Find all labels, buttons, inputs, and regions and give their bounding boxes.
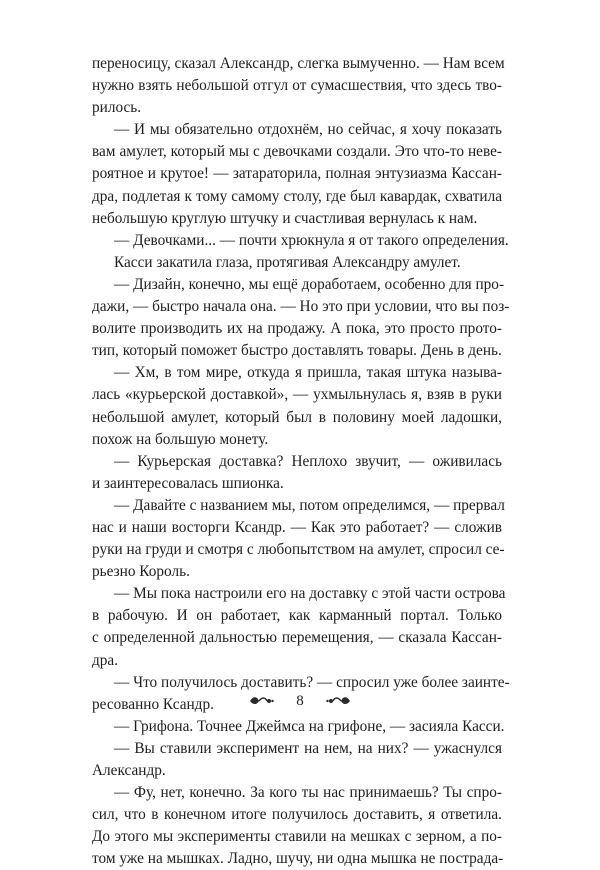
text-line: — И мы обязательно отдохнём, но сейчас, я хочу показать [114,121,502,139]
text-line: вам амулет, который мы с девочками создали. Это что-то неве- [92,143,502,161]
text-line: нас и наши восторги Ксандр. — Как это работает? — сложив [92,518,502,536]
text-line: том уже на мышках. Ладно, шучу, ни одна мышка не пострада- [92,850,504,868]
body-text [92,53,510,870]
text-line: ресованно Ксандр. [92,695,214,713]
text-line: Александр. [92,762,166,779]
text-line: — Что получилось доставить? — спросил уже более заинте- [114,673,510,691]
text-line: тип, который поможет быстро доставлять товары. День в день. [92,342,502,360]
text-line: роятное и крутое! — затараторила, полная энтузиазма Кассан- [92,165,502,183]
text-line: — Грифона. Точнее Джеймса на грифоне, — засияла Касси. [114,717,505,735]
text-line: переносицу, сказал Александр, слегка вымученно. — Нам всем [92,55,505,72]
text-line: нужно взять небольшой отгул от сумасшествия, что здесь тво- [92,77,502,95]
text-line: с определенной дальностью перемещения, — сказала Кассан- [92,629,502,647]
text-line: — Курьерская доставка? Неплохо звучит, — оживилась [114,452,502,470]
text-line: небольшую круглую штучку и счастливая вернулась к нам. [92,209,478,227]
text-line: дра. [92,651,119,669]
text-line: рилось. [92,99,142,117]
page-footer [0,688,600,714]
text-line: — Девочками... — почти хрюкнула я от такого определения. [114,231,509,249]
text-line: лась «курьерской доставкой», — ухмыльнулась я, взяв в руки [92,386,502,404]
text-line: — Давайте с названием мы, потом определимся, — прервал [114,496,505,514]
text-line: волите производить их на продажу. А пока, это просто прото- [92,320,502,338]
text-line: руки на груди и смотря с любопытством на амулет, спросил се- [92,541,505,559]
text-line: дажи, — быстро начала она. — Но это при условии, что вы поз- [92,298,510,316]
text-line: — Вы ставили эксперимент на нем, на них? — ужаснулся [114,739,502,757]
page-number: 8 [296,692,304,709]
text-line: До этого мы эксперименты ставили на мешках с зерном, а по- [92,828,502,846]
text-line: сил, что в конечном итоге получилось доставить, я ответила. [92,806,502,824]
text-line: — Фу, нет, конечно. За кого ты нас принимаешь? Ты спро- [114,784,502,802]
floral-ornament-icon [248,695,274,707]
text-line: в рабочую. И он работает, как карманный портал. Только [92,607,502,625]
text-line: — Хм, в том мире, откуда я пришла, такая штука называ- [114,364,502,382]
text-line: Касси закатила глаза, протягивая Александру амулет. [114,253,461,271]
text-line: дра, подлетая к тому самому столу, где был кавардак, схватила [92,187,502,205]
floral-ornament-icon [326,695,352,707]
text-line: рьезно Король. [92,563,190,581]
text-line: — Дизайн, конечно, мы ещё доработаем, особенно для про- [114,275,505,293]
text-line: похож на большую монету. [92,430,269,448]
text-line: небольшой амулет, который был в половину моей ладошки, [92,408,502,426]
text-line: и заинтересовалась шпионка. [92,474,284,492]
text-line: — Мы пока настроили его на доставку с этой части острова [114,585,506,603]
